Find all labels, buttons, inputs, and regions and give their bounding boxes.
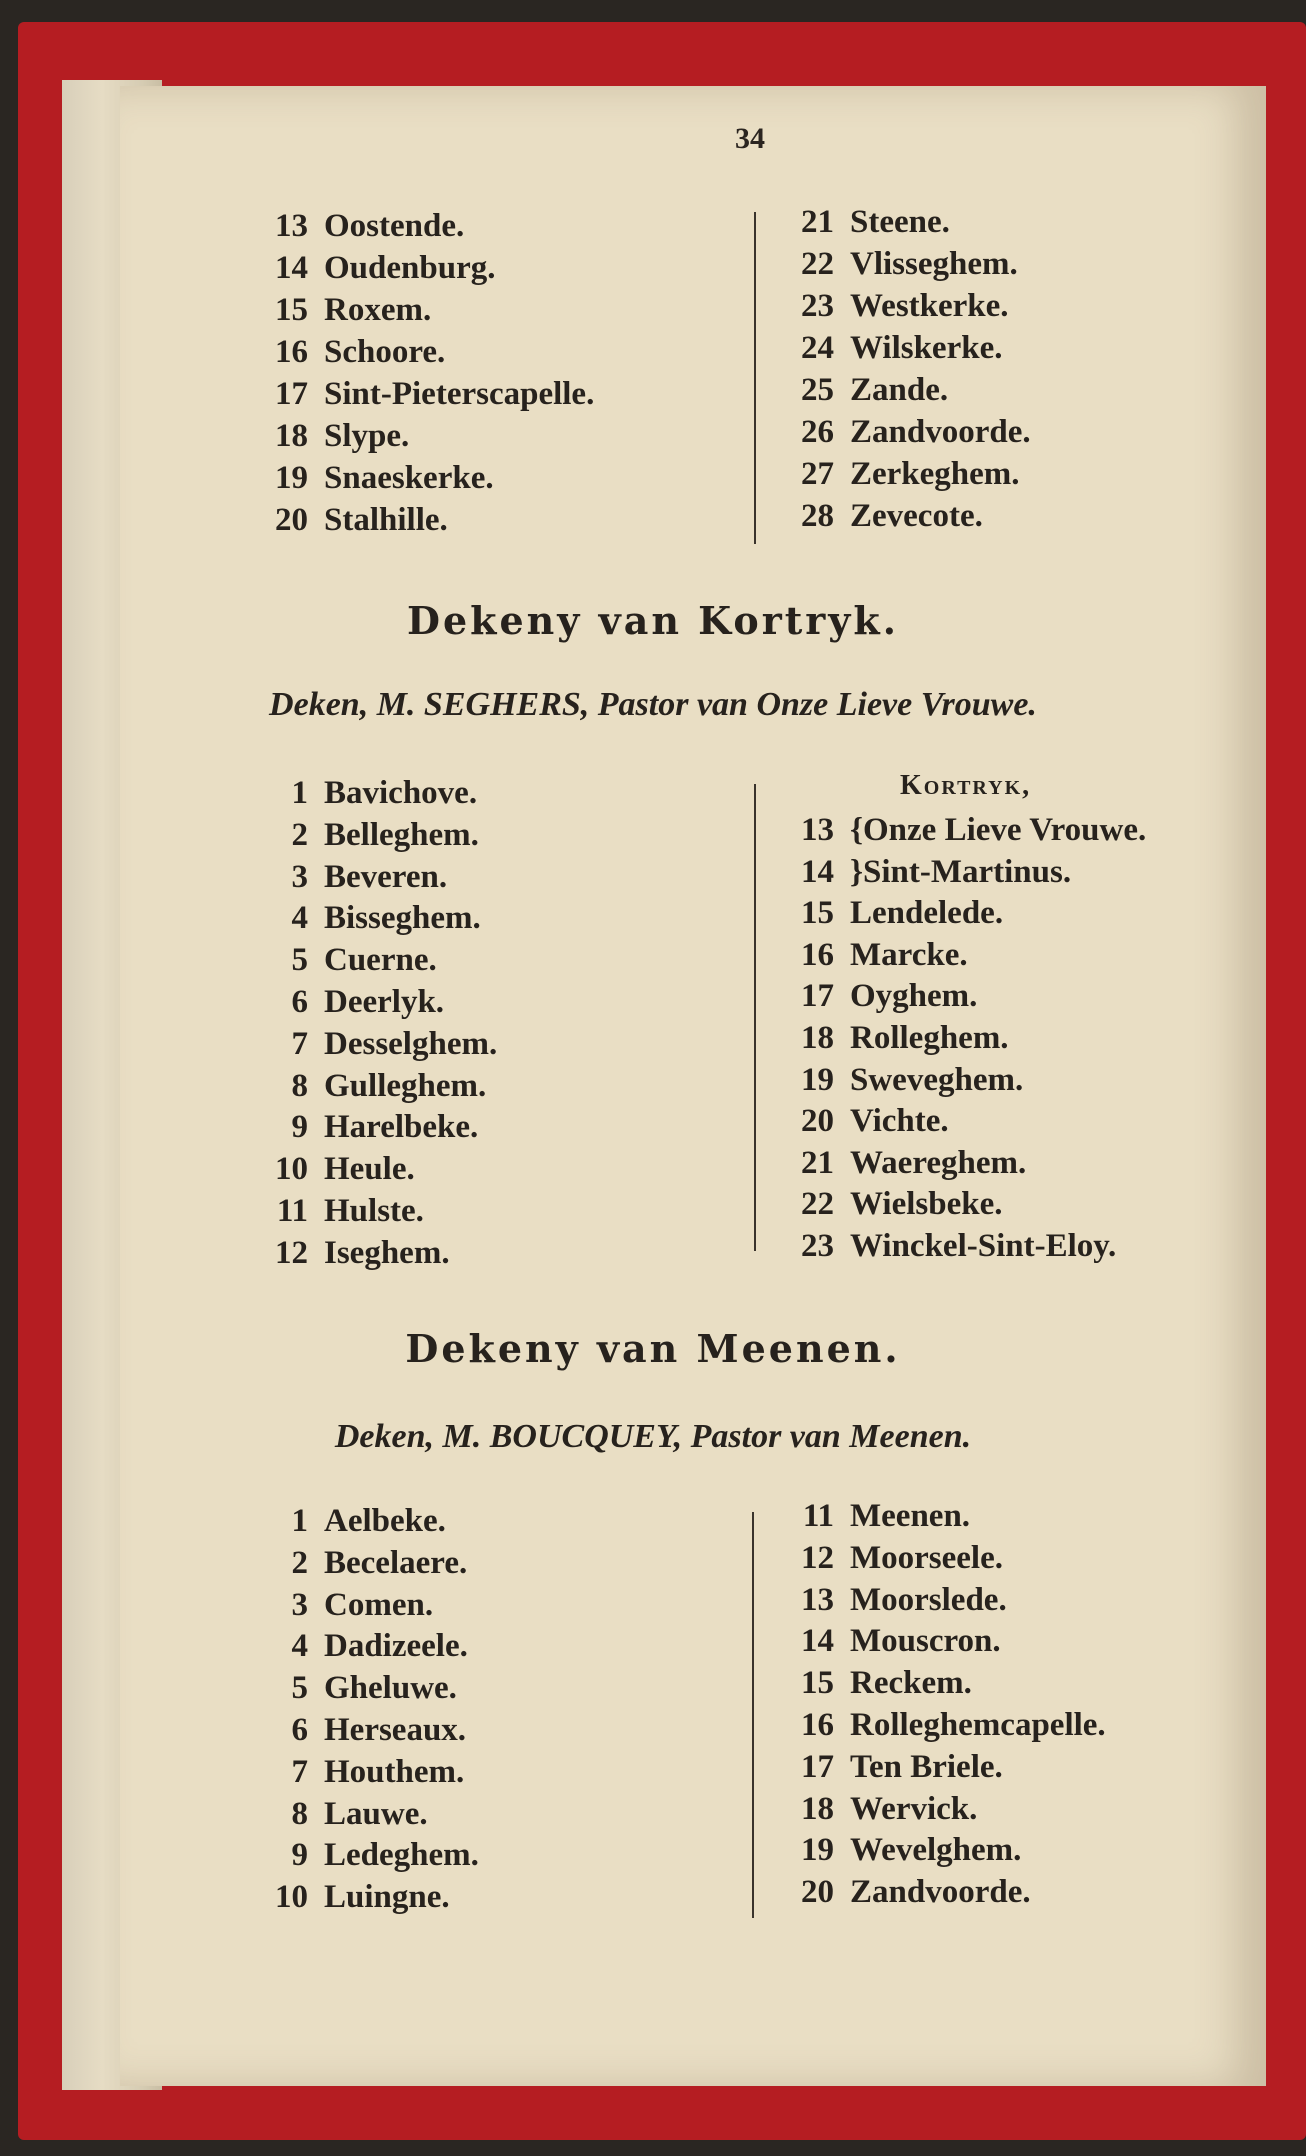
list-item	[258, 1026, 497, 1063]
parish-name: Westkerke.	[850, 288, 1009, 324]
parish-name: Sint-Pieterscapelle.	[324, 376, 595, 412]
item-number: 21	[801, 1144, 834, 1181]
list-item	[258, 1837, 479, 1874]
parish-name: Lendelede.	[850, 895, 1004, 932]
list-item	[784, 1707, 1106, 1744]
list-item	[784, 937, 968, 974]
list-item	[784, 1062, 1023, 1099]
item-number: 15	[275, 292, 308, 328]
item-number: 3	[291, 1586, 308, 1623]
page-number: 34	[735, 122, 765, 155]
parish-name: Ledeghem.	[324, 1837, 479, 1874]
parish-name: Vichte.	[850, 1103, 949, 1140]
item-number: 16	[801, 1707, 834, 1743]
parish-name: Slype.	[324, 418, 410, 454]
parish-name: Snaeskerke.	[324, 460, 494, 496]
list-item	[258, 1545, 467, 1582]
item-number: 13	[275, 208, 308, 244]
parish-name: Aelbeke.	[324, 1503, 446, 1539]
item-number: 5	[291, 942, 308, 979]
item-number: 2	[291, 816, 308, 853]
item-number: 19	[801, 1061, 834, 1098]
list-item	[784, 246, 1018, 283]
parish-name: Becelaere.	[324, 1544, 468, 1581]
parish-name: Bavichove.	[324, 775, 478, 811]
item-number: 24	[801, 330, 834, 366]
item-number: 2	[291, 1544, 308, 1581]
parish-name: Waereghem.	[850, 1144, 1027, 1181]
column-divider	[754, 784, 756, 1251]
list-item	[258, 900, 481, 937]
item-number: 8	[291, 1795, 308, 1832]
item-number: 25	[801, 372, 834, 408]
item-number: 28	[801, 498, 834, 534]
parish-name: Roxem.	[324, 292, 432, 328]
item-number: 12	[801, 1539, 834, 1576]
list-item	[784, 1749, 1003, 1786]
item-number: 14	[801, 1623, 834, 1660]
list-item	[258, 1628, 468, 1665]
parish-name: Lauwe.	[324, 1795, 428, 1832]
item-number: 11	[276, 1193, 308, 1229]
list-item	[258, 334, 445, 371]
item-number: 27	[801, 456, 834, 492]
item-number: 4	[291, 900, 308, 937]
list-item	[784, 204, 950, 241]
list-item	[784, 1186, 1002, 1223]
parish-name: Hulste.	[324, 1193, 424, 1229]
parish-name: Meenen.	[850, 1498, 971, 1534]
parish-name: }Sint-Martinus.	[850, 853, 1072, 890]
item-number: 19	[275, 460, 308, 496]
parish-name: Rolleghemcapelle.	[850, 1707, 1106, 1743]
parish-name: Wevelghem.	[850, 1832, 1022, 1869]
list-item	[784, 1791, 977, 1828]
column-divider	[752, 1512, 754, 1918]
list-item	[784, 1498, 970, 1535]
item-number: 15	[801, 1665, 834, 1702]
list-item	[784, 1228, 1116, 1265]
list-item	[258, 942, 437, 979]
item-number: 20	[275, 502, 308, 538]
parish-name: Rolleghem.	[850, 1020, 1009, 1056]
item-number: 13	[801, 1581, 834, 1618]
parish-name: Cuerne.	[324, 942, 437, 979]
list-item	[258, 1879, 450, 1916]
list-item	[258, 775, 477, 812]
item-number: 1	[291, 1503, 308, 1539]
list-item	[258, 1235, 450, 1272]
parish-name: Winckel-Sint-Eloy.	[850, 1228, 1117, 1264]
list-item	[258, 460, 494, 497]
list-item	[784, 498, 983, 535]
parish-name: Zevecote.	[850, 498, 983, 534]
parish-name: Gheluwe.	[324, 1670, 457, 1707]
item-number: 15	[801, 895, 834, 932]
list-item	[258, 1151, 415, 1188]
list-item	[258, 859, 447, 896]
item-number: 22	[801, 1186, 834, 1223]
parish-name: Ten Briele.	[850, 1748, 1003, 1785]
list-item	[258, 292, 431, 329]
parish-name: Gulleghem.	[324, 1067, 487, 1104]
parish-name: Deerlyk.	[324, 984, 445, 1020]
parish-name: Oudenburg.	[324, 250, 496, 286]
list-item	[784, 978, 977, 1015]
list-item	[784, 1874, 1031, 1911]
parish-name: Wilskerke.	[850, 330, 1003, 366]
list-item	[258, 1503, 446, 1540]
parish-name: Wervick.	[850, 1790, 978, 1827]
item-number: 18	[275, 418, 308, 454]
item-number: 11	[802, 1498, 834, 1534]
parish-name: Comen.	[324, 1586, 434, 1623]
parish-name: Houthem.	[324, 1753, 465, 1790]
parish-name: Wielsbeke.	[850, 1186, 1003, 1223]
list-item	[258, 1670, 457, 1707]
parish-name: Herseaux.	[324, 1712, 467, 1748]
list-item	[784, 1020, 1009, 1057]
list-item	[258, 1587, 433, 1624]
item-number: 13	[801, 812, 834, 848]
list-item	[258, 418, 409, 455]
section-heading: Dekeny van Kortryk.	[407, 598, 899, 643]
item-number: 21	[801, 204, 834, 240]
item-number: 19	[801, 1832, 834, 1869]
item-number: 20	[801, 1103, 834, 1140]
item-number: 8	[291, 1067, 308, 1104]
parish-name: Dadizeele.	[324, 1628, 468, 1665]
item-number: 23	[801, 288, 834, 324]
parish-name: Mouscron.	[850, 1623, 1001, 1660]
parish-name: Zerkeghem.	[850, 456, 1020, 492]
item-number: 4	[291, 1628, 308, 1665]
list-item	[784, 288, 1009, 325]
list-item	[784, 1145, 1026, 1182]
parish-name: Oyghem.	[850, 978, 978, 1015]
parish-name: Luingne.	[324, 1879, 450, 1916]
parish-name: Steene.	[850, 204, 950, 240]
parish-name: Stalhille.	[324, 502, 448, 538]
list-item	[258, 502, 448, 539]
list-item	[258, 1754, 464, 1791]
list-item	[784, 854, 1071, 891]
list-item	[258, 250, 495, 287]
list-item	[784, 895, 1003, 932]
item-number: 17	[801, 1748, 834, 1785]
item-number: 18	[801, 1020, 834, 1056]
item-number: 6	[291, 984, 308, 1020]
list-item	[258, 817, 479, 854]
list-item	[784, 1832, 1021, 1869]
item-number: 23	[801, 1228, 834, 1264]
list-item	[784, 456, 1020, 493]
item-number: 14	[275, 250, 308, 286]
parish-name: Zande.	[850, 372, 949, 408]
item-number: 20	[801, 1874, 834, 1911]
list-item	[258, 1712, 466, 1749]
parish-name: Zandvoorde.	[850, 414, 1031, 450]
item-number: 7	[291, 1025, 308, 1062]
list-item	[258, 1068, 486, 1105]
parish-name: Beveren.	[324, 858, 448, 895]
list-item	[258, 376, 594, 413]
item-number: 10	[275, 1879, 308, 1916]
parish-name: Schoore.	[324, 334, 446, 370]
item-number: 3	[291, 858, 308, 895]
item-number: 26	[801, 414, 834, 450]
list-item	[784, 372, 948, 409]
parish-name: Moorslede.	[850, 1581, 1007, 1618]
item-number: 10	[275, 1151, 308, 1188]
item-number: 22	[801, 246, 834, 282]
item-number: 1	[291, 775, 308, 811]
parish-name: Vlisseghem.	[850, 246, 1018, 282]
list-item	[784, 1623, 1001, 1660]
item-number: 16	[275, 334, 308, 370]
parish-name: Belleghem.	[324, 816, 479, 853]
list-item	[784, 812, 1146, 849]
parish-name: Harelbeke.	[324, 1109, 479, 1146]
list-item	[784, 1540, 1003, 1577]
item-number: 14	[801, 853, 834, 890]
parish-name: Sweveghem.	[850, 1061, 1024, 1098]
parish-name: Oostende.	[324, 208, 465, 244]
section-heading: Dekeny van Meenen.	[405, 1326, 901, 1371]
item-number: 9	[291, 1837, 308, 1874]
item-number: 9	[291, 1109, 308, 1146]
column-divider	[754, 212, 756, 544]
list-item	[784, 1665, 972, 1702]
parish-name: Bisseghem.	[324, 900, 481, 937]
list-item	[784, 330, 1002, 367]
item-number: 5	[291, 1670, 308, 1707]
section-subtitle: Deken, M. BOUCQUEY, Pastor van Meenen.	[334, 1418, 972, 1455]
parish-name: Heule.	[324, 1151, 415, 1188]
list-item	[784, 414, 1031, 451]
item-number: 7	[291, 1753, 308, 1790]
list-item	[258, 1796, 428, 1833]
item-number: 12	[275, 1234, 308, 1271]
item-number: 17	[801, 978, 834, 1015]
item-number: 17	[275, 376, 308, 412]
parish-name: Desselghem.	[324, 1025, 498, 1062]
parish-name: {Onze Lieve Vrouwe.	[850, 812, 1147, 848]
list-item	[258, 208, 464, 245]
list-item	[258, 1193, 424, 1230]
list-item	[784, 1582, 1007, 1619]
list-item	[784, 1103, 949, 1140]
city-header: Kortryk,	[900, 770, 1032, 801]
parish-name: Marcke.	[850, 936, 968, 973]
item-number: 16	[801, 936, 834, 973]
parish-name: Iseghem.	[324, 1234, 450, 1271]
item-number: 18	[801, 1790, 834, 1827]
parish-name: Zandvoorde.	[850, 1874, 1031, 1911]
list-item	[258, 1109, 478, 1146]
parish-name: Reckem.	[850, 1665, 972, 1702]
parish-name: Moorseele.	[850, 1539, 1003, 1576]
section-subtitle: Deken, M. SEGHERS, Pastor van Onze Lieve Vrouwe.	[269, 686, 1037, 723]
item-number: 6	[291, 1712, 308, 1748]
list-item	[258, 984, 444, 1021]
